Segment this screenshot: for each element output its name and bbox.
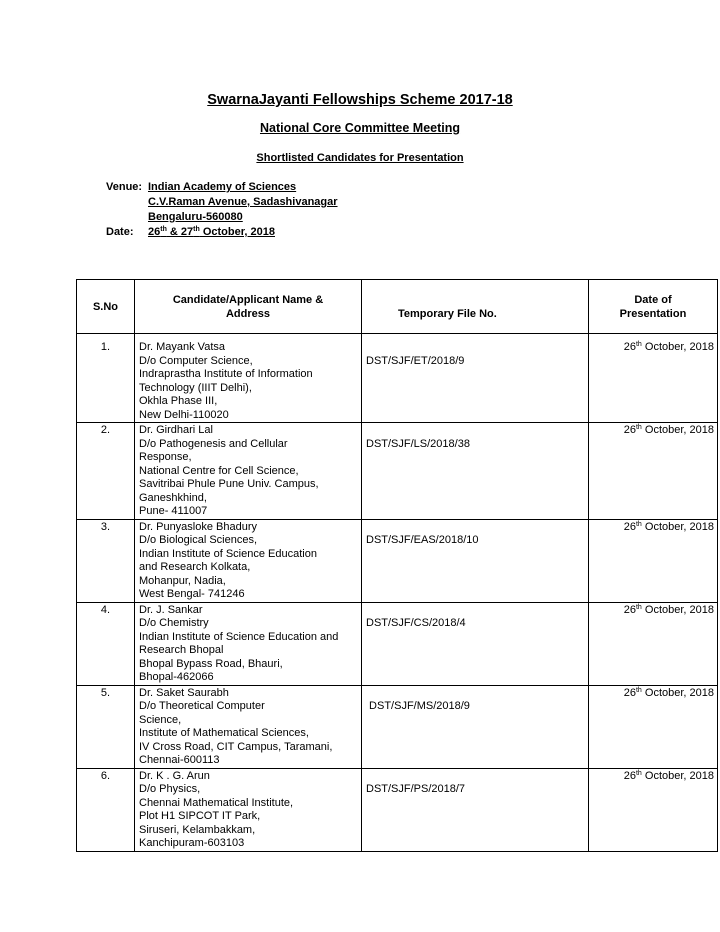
candidate-address-line: Okhla Phase III, [139, 395, 218, 407]
candidate-address-line: Institute of Mathematical Sciences, [139, 727, 309, 739]
header-sno: S.No [77, 280, 135, 334]
table-row [77, 519, 718, 602]
candidate-address-line: Research Bhopal [139, 644, 224, 656]
cell-file-no: DST/SJF/EAS/2018/10 [362, 519, 589, 602]
cell-file-no: DST/SJF/PS/2018/7 [362, 768, 589, 851]
candidate-address-line: D/o Physics, [139, 783, 201, 795]
venue-label: Venue: [106, 181, 143, 193]
candidate-address-line: Pune- 411007 [139, 505, 208, 517]
venue-line-3: Bengaluru-560080 [148, 211, 243, 223]
document-title: SwarnaJayanti Fellowships Scheme 2017-18 [207, 92, 513, 108]
cell-file-no: DST/SJF/ET/2018/9 [362, 334, 589, 423]
candidate-address-line: Indraprastha Institute of Information [139, 368, 313, 380]
document-subtitle: National Core Committee Meeting [259, 121, 461, 135]
candidate-address-line: West Bengal- 741246 [139, 588, 245, 600]
table-row [77, 768, 718, 851]
cell-candidate [135, 519, 362, 602]
cell-date: 26th October, 2018 [589, 519, 718, 602]
candidate-address-line: Indian Institute of Science Education [139, 547, 317, 560]
candidate-address-line: Indian Institute of Science Education and [139, 630, 339, 643]
candidate-name: Dr. J. Sankar [139, 603, 203, 616]
candidate-address-line: D/o Theoretical Computer [139, 700, 265, 712]
table-header-row [77, 280, 718, 334]
candidate-name: Dr. Girdhari Lal [139, 424, 213, 436]
cell-candidate [135, 334, 362, 423]
table-row [77, 334, 718, 423]
cell-date: 26th October, 2018 [589, 334, 718, 423]
candidate-address-line: Science, [139, 713, 182, 726]
venue-line-2: C.V.Raman Avenue, Sadashivanagar [148, 196, 338, 208]
header-date: Date of Presentation [589, 280, 718, 334]
cell-date: 26th October, 2018 [589, 423, 718, 520]
candidate-name: Dr. Mayank Vatsa [139, 341, 225, 353]
candidate-address-line: Mohanpur, Nadia, [139, 574, 226, 587]
candidate-address-line: Response, [139, 451, 192, 463]
cell-file-no: DST/SJF/LS/2018/38 [362, 423, 589, 520]
candidate-address-line: Bhopal Bypass Road, Bhauri, [139, 657, 283, 670]
candidate-address-line: Savitribai Phule Pune Univ. Campus, [139, 478, 319, 490]
candidate-name: Dr. Punyasloke Bhadury [139, 520, 258, 533]
candidate-address-line: Chennai-600113 [139, 754, 220, 766]
venue-line-1: Indian Academy of Sciences [148, 181, 297, 193]
candidate-address-line: IV Cross Road, CIT Campus, Taramani, [139, 740, 333, 753]
candidate-address-line: New Delhi-110020 [139, 408, 229, 421]
cell-date: 26th October, 2018 [589, 685, 718, 768]
candidate-name: Dr. K . G. Arun [139, 769, 210, 782]
cell-candidate [135, 423, 362, 520]
candidate-address-line: National Centre for Cell Science, [139, 464, 299, 477]
candidate-address-line: Bhopal-462066 [139, 671, 214, 683]
header-file: Temporary File No. [362, 280, 589, 334]
cell-sno: 2. [77, 423, 135, 520]
candidate-name: Dr. Saket Saurabh [139, 686, 229, 699]
cell-sno: 3. [77, 519, 135, 602]
date-label: Date: [106, 226, 134, 238]
table-body [77, 334, 718, 852]
date-value: 26th & 27th October, 2018 [148, 226, 275, 238]
candidate-address-line: and Research Kolkata, [139, 561, 251, 573]
header-name: Candidate/Applicant Name & Address [135, 280, 362, 334]
candidate-address-line: D/o Biological Sciences, [139, 534, 258, 546]
cell-sno: 6. [77, 768, 135, 851]
venue-block [106, 180, 338, 240]
table-row [77, 602, 718, 685]
cell-candidate [135, 602, 362, 685]
document-subheading: Shortlisted Candidates for Presentation [256, 152, 464, 164]
cell-file-no: DST/SJF/MS/2018/9 [362, 685, 589, 768]
cell-sno: 1. [77, 334, 135, 423]
cell-sno: 5. [77, 685, 135, 768]
cell-candidate [135, 685, 362, 768]
candidate-address-line: D/o Chemistry [139, 617, 209, 629]
cell-sno: 4. [77, 602, 135, 685]
candidate-address-line: Plot H1 SIPCOT IT Park, [139, 810, 261, 822]
table-row [77, 685, 718, 768]
cell-date: 26th October, 2018 [589, 768, 718, 851]
candidate-address-line: Siruseri, Kelambakkam, [139, 823, 256, 836]
candidate-address-line: Ganeshkhind, [139, 491, 207, 504]
table-row [77, 423, 718, 520]
candidate-address-line: Chennai Mathematical Institute, [139, 796, 294, 809]
candidate-address-line: D/o Pathogenesis and Cellular [139, 437, 288, 450]
cell-date: 26th October, 2018 [589, 602, 718, 685]
candidate-address-line: Kanchipuram-603103 [139, 837, 245, 849]
candidate-address-line: D/o Computer Science, [139, 354, 253, 367]
candidates-table [76, 279, 718, 852]
cell-candidate [135, 768, 362, 851]
cell-file-no: DST/SJF/CS/2018/4 [362, 602, 589, 685]
candidate-address-line: Technology (IIIT Delhi), [139, 381, 252, 394]
